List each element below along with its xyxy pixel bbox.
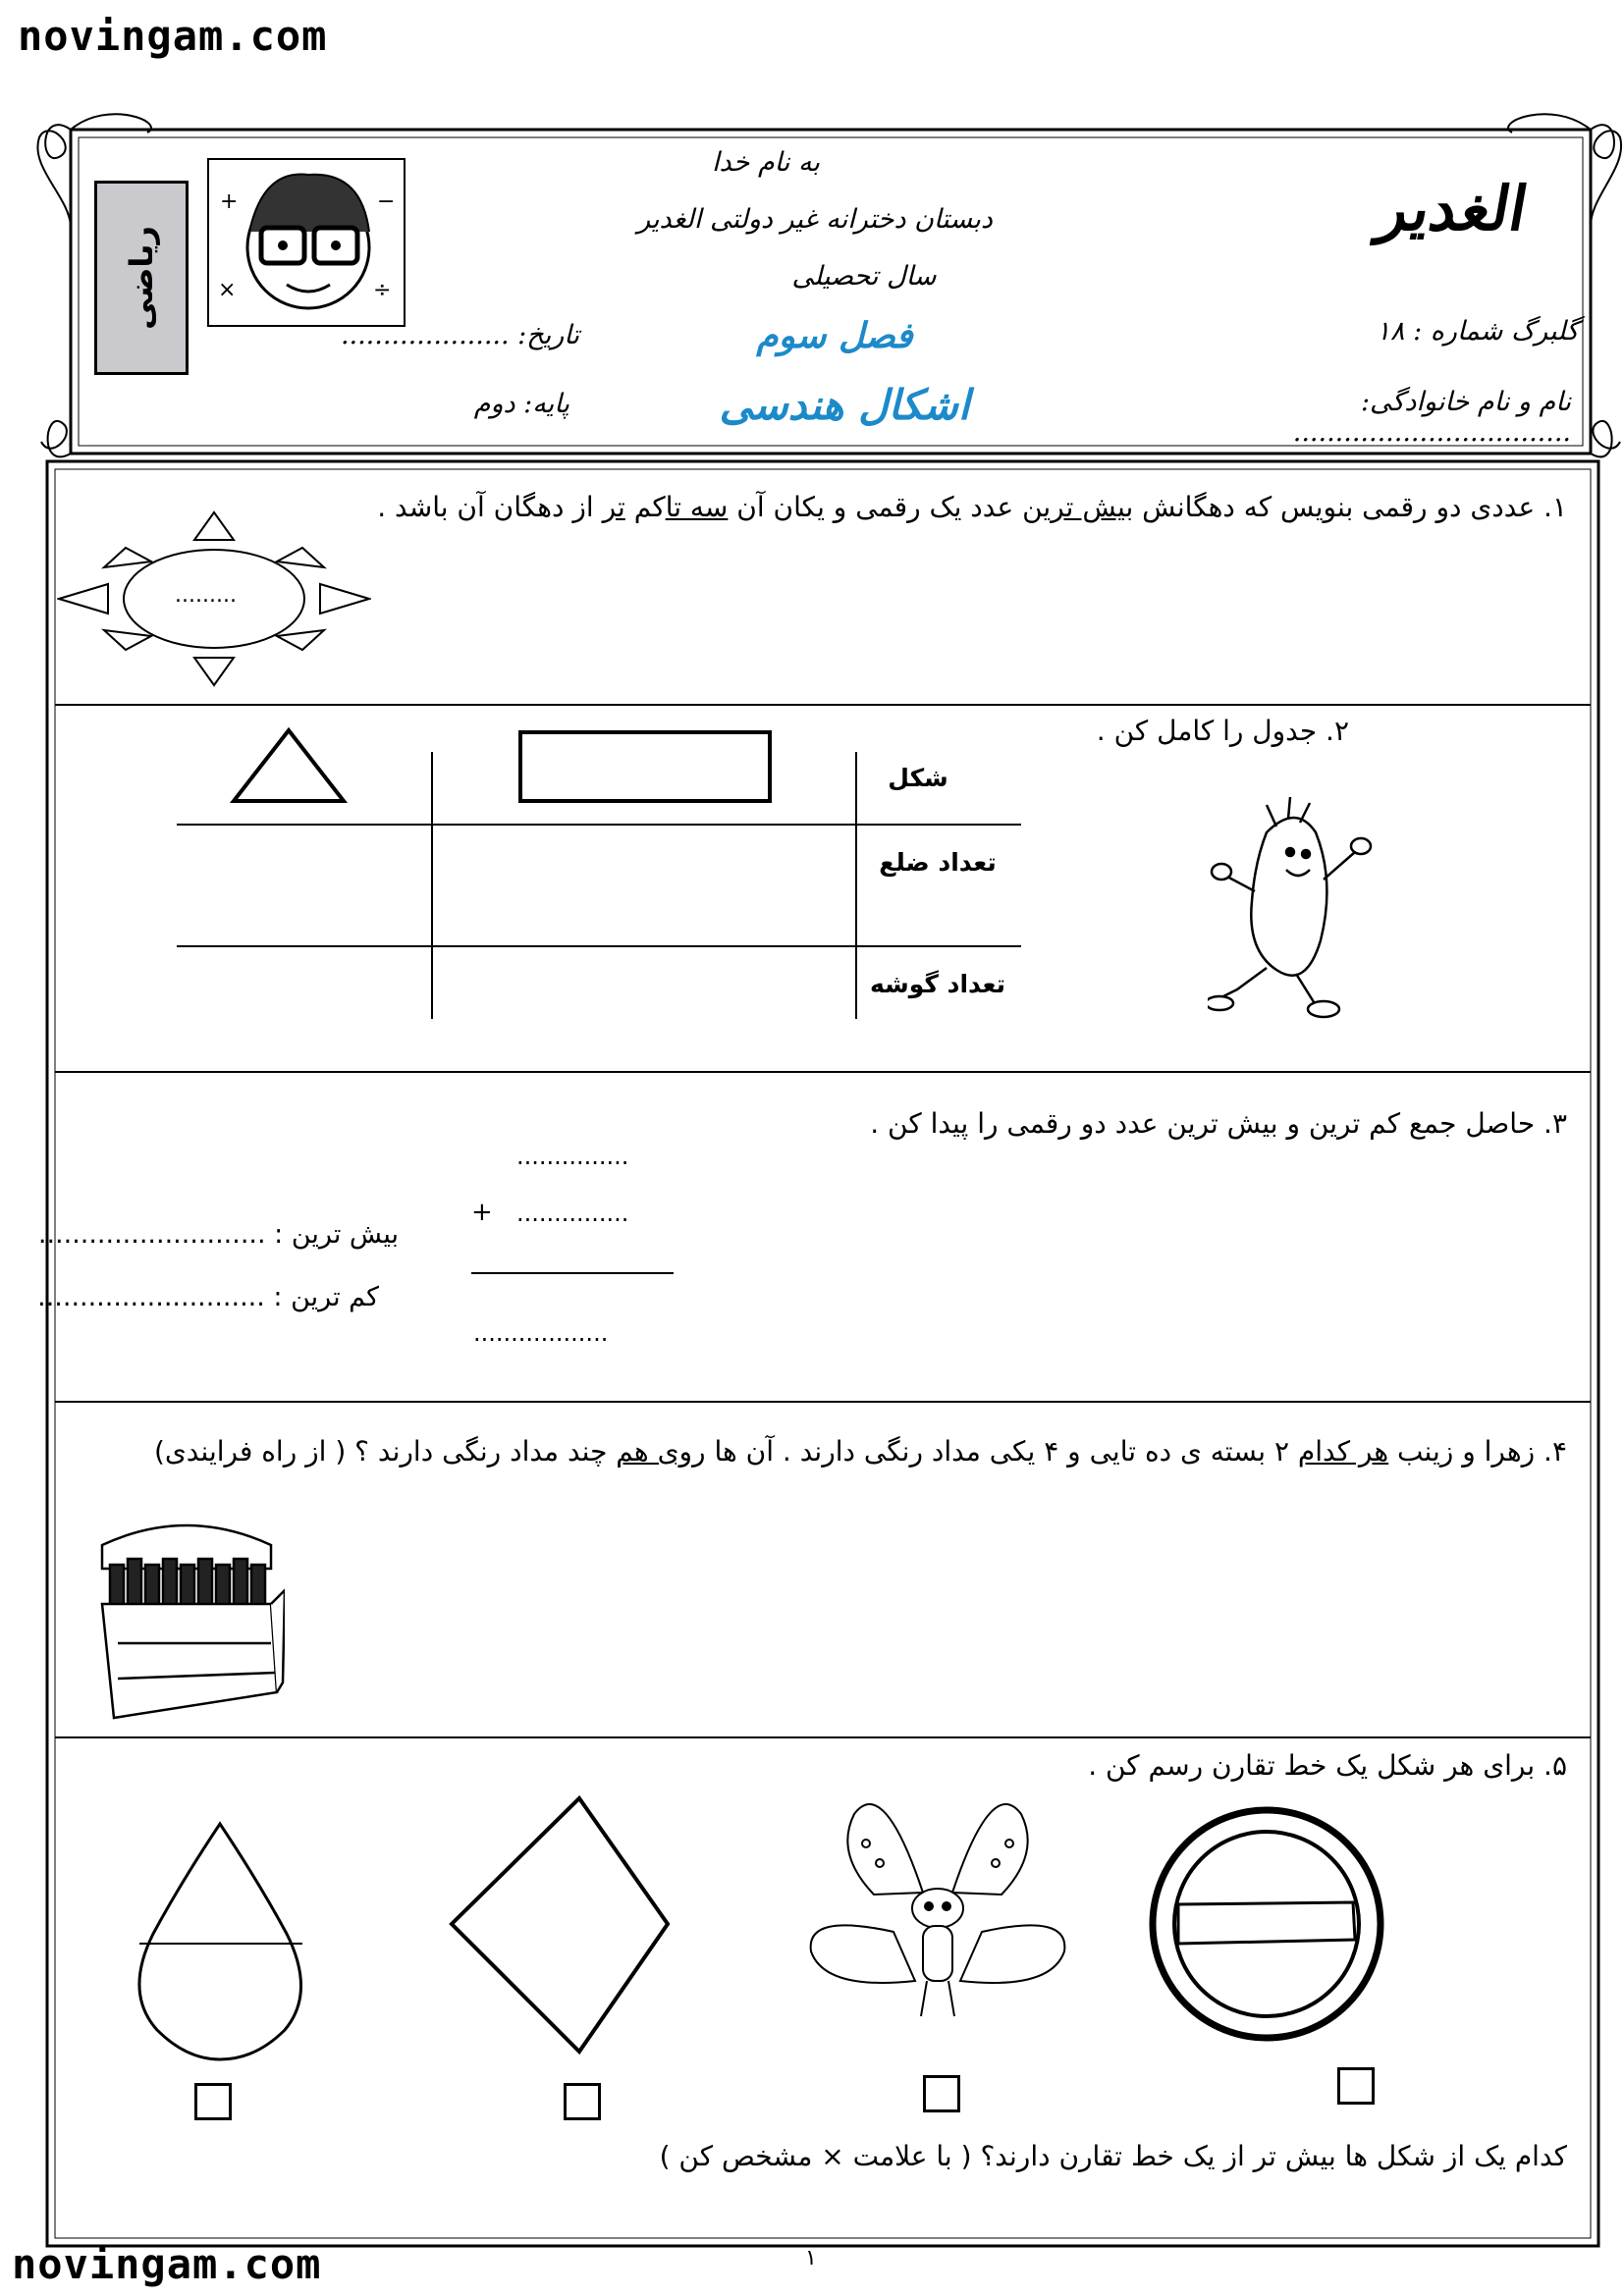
q4-emphasis-each: هر کدام <box>1297 1435 1389 1468</box>
checkbox-droplet[interactable] <box>194 2083 232 2120</box>
sun-blank[interactable]: ......... <box>175 583 237 608</box>
date-field[interactable]: تاریخ: .................... <box>340 320 579 350</box>
row-label-shape: شکل <box>888 764 948 792</box>
svg-text:+: + <box>220 189 239 214</box>
q2-title: ۲. جدول را کامل کن . <box>1096 715 1349 747</box>
row-label-corners: تعداد گوشه <box>869 970 1005 998</box>
checkbox-diamond[interactable] <box>564 2083 601 2120</box>
addend-1-blank[interactable]: ............... <box>516 1143 629 1170</box>
addend-2-blank[interactable]: ............... <box>516 1200 629 1227</box>
page-number: ۱ <box>805 2246 817 2270</box>
school-year: سال تحصیلی <box>791 261 937 292</box>
topic-title: اشکال هندسی <box>719 381 970 429</box>
q4-suffix: چند مداد رنگی دارند ؟ ( از راه فرایندی) <box>153 1435 617 1468</box>
q1-emphasis-three: سه تا <box>665 491 729 523</box>
q5-followup: کدام یک از شکل ها بیش تر از یک خط تقارن دارند؟ ( با علامت × مشخص کن ) <box>659 2140 1567 2172</box>
subject-box <box>94 181 189 375</box>
checkbox-circle[interactable] <box>1337 2067 1375 2105</box>
boy-cartoon-image <box>204 149 410 332</box>
watermark-bottom: novingam.com <box>12 2240 322 2288</box>
q1-suffix: از دهگان آن باشد . <box>377 491 603 523</box>
chapter-title: فصل سوم <box>756 316 913 356</box>
checkbox-butterfly[interactable] <box>923 2075 960 2112</box>
subject-label: ریاضی <box>123 226 160 330</box>
butterfly-image <box>805 1785 1070 2030</box>
max-number-field[interactable]: بیش ترین : ........................... <box>37 1219 399 1250</box>
sum-blank[interactable]: .................. <box>473 1319 609 1347</box>
grade-label: پایه: دوم <box>473 389 569 419</box>
q5-title: ۵. برای هر شکل یک خط تقارن رسم کن . <box>1088 1749 1567 1782</box>
sheet-number: گلبرگ شماره : ۱۸ <box>1376 316 1579 347</box>
q3-title: ۳. حاصل جمع کم ترین و بیش ترین عدد دو رقمی را پیدا کن . <box>870 1107 1567 1140</box>
svg-text:×: × <box>218 278 237 302</box>
logo-text: الغدیر <box>1373 173 1534 244</box>
q1-prefix: ۱. عددی دو رقمی بنویس که دهگانش <box>1133 491 1567 523</box>
svg-text:−: − <box>377 189 396 214</box>
q4-mid: ۲ بسته ی ده تایی و ۴ یکی مداد رنگی دارند . آن ها <box>705 1435 1298 1468</box>
q1-text <box>377 491 1567 523</box>
q4-emphasis-together: روی هم <box>616 1435 706 1468</box>
q4-text <box>154 1435 1567 1468</box>
q1-emphasis-most: بیش ترین <box>1022 491 1134 523</box>
watermark-top: novingam.com <box>18 12 328 60</box>
q4-prefix: ۴. زهرا و زینب <box>1388 1435 1567 1468</box>
row-label-sides: تعداد ضلع <box>879 848 997 877</box>
school-name: دبستان دخترانه غیر دولتی الغدیر <box>637 204 993 235</box>
student-name-field[interactable]: نام و نام خانوادگی: ................................. <box>1292 387 1571 448</box>
bean-character-image <box>1208 793 1384 1021</box>
sum-line <box>471 1272 674 1274</box>
min-number-field[interactable]: کم ترین : ........................... <box>37 1282 379 1312</box>
q1-emphasis-less: تر <box>602 491 625 523</box>
svg-text:÷: ÷ <box>373 278 392 302</box>
q1-mid2: کم <box>624 491 666 523</box>
plus-sign: + <box>471 1198 493 1227</box>
bismillah: به نام خدا <box>712 147 820 178</box>
school-logo <box>1355 173 1551 281</box>
crayon-box-image <box>88 1496 285 1724</box>
q1-mid: عدد یک رقمی و یکان آن <box>728 491 1023 523</box>
